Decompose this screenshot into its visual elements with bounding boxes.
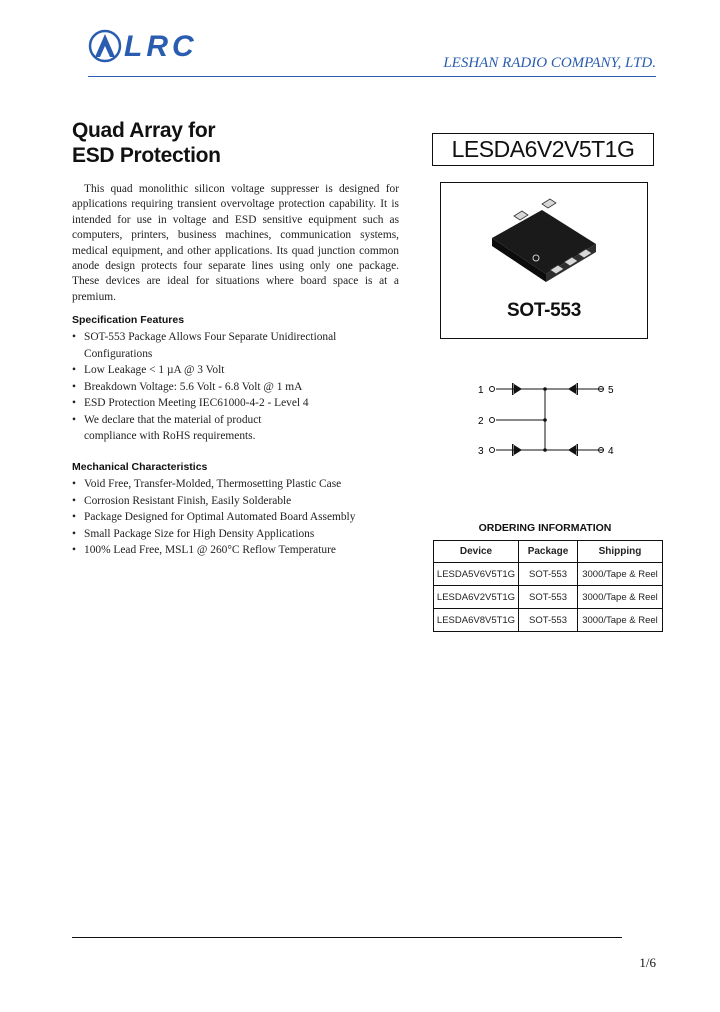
ordering-table [433, 540, 663, 632]
package-label: SOT-553 [507, 300, 581, 321]
list-item: • ESD Protection Meeting IEC61000-4-2 - Level 4 [72, 395, 372, 412]
table-cell: SOT-553 [519, 586, 578, 609]
table-cell: SOT-553 [519, 609, 578, 632]
sot553-package-icon [484, 198, 604, 290]
spec-heading: Specification Features [72, 314, 185, 326]
table-row [434, 609, 663, 632]
column-header: Shipping [578, 541, 663, 563]
logo-text: LRC [124, 30, 198, 63]
table-row [434, 563, 663, 586]
pin-5-label: 5 [608, 385, 614, 396]
schematic-diagram [470, 372, 630, 472]
company-name: LESHAN RADIO COMPANY, LTD. [443, 55, 656, 71]
pin-3-label: 3 [478, 446, 484, 457]
title-line-1: Quad Array for [72, 119, 216, 142]
table-cell: 3000/Tape & Reel [578, 586, 663, 609]
table-cell: LESDA6V2V5T1G [434, 586, 519, 609]
list-item: • Breakdown Voltage: 5.6 Volt - 6.8 Volt @ 1 mA [72, 379, 372, 396]
mech-list [72, 476, 392, 559]
table-cell: LESDA6V8V5T1G [434, 609, 519, 632]
list-item: • Small Package Size for High Density Applications [72, 526, 392, 543]
table-cell: 3000/Tape & Reel [578, 609, 663, 632]
table-cell: SOT-553 [519, 563, 578, 586]
pin-1-label: 1 [478, 385, 484, 396]
list-item: • Low Leakage < 1 µA @ 3 Volt [72, 362, 372, 379]
list-item: • Corrosion Resistant Finish, Easily Solderable [72, 493, 392, 510]
part-number-box [432, 133, 654, 166]
list-item: • SOT-553 Package Allows Four Separate Unidirectional Configurations [72, 329, 372, 362]
description: This quad monolithic silicon voltage suppresser is designed for applications requiring transient overvoltage protection capability. It is intended for use in voltage and ESD sensitive equipment such as computers, printers, business machines, communication systems, medical equipment, and other applications. Its quad junction common anode design protects four separate lines using only one package. These devices are ideal for situations where board space is at a premium. [72, 183, 399, 303]
page-number: 1/6 [639, 955, 656, 970]
page-title [72, 118, 221, 168]
pin-2-label: 2 [478, 416, 484, 427]
column-header: Device [434, 541, 519, 563]
part-number: LESDA6V2V5T1G [451, 136, 635, 162]
list-item: • Package Designed for Optimal Automated Board Assembly [72, 509, 392, 526]
pin-4-label: 4 [608, 446, 614, 457]
header-divider [88, 76, 656, 77]
list-item: • We declare that the material of product compliance with RoHS requirements. [72, 412, 284, 445]
table-cell: LESDA5V6V5T1G [434, 563, 519, 586]
list-item: • 100% Lead Free, MSL1 @ 260°C Reflow Temperature [72, 542, 392, 559]
list-item: • Void Free, Transfer-Molded, Thermosetting Plastic Case [72, 476, 392, 493]
mech-heading: Mechanical Characteristics [72, 461, 208, 473]
table-header-row [434, 541, 663, 563]
title-line-2: ESD Protection [72, 144, 221, 167]
spec-list [72, 329, 372, 445]
footer-divider [72, 937, 622, 938]
column-header: Package [519, 541, 578, 563]
table-cell: 3000/Tape & Reel [578, 563, 663, 586]
ordering-title: ORDERING INFORMATION [478, 522, 612, 534]
table-row [434, 586, 663, 609]
